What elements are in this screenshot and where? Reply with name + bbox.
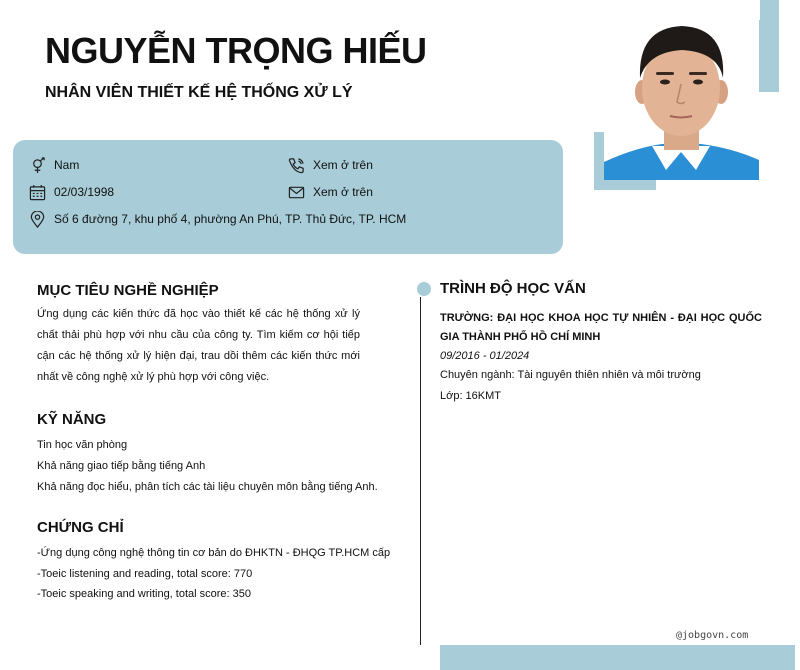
profile-photo [604,20,759,180]
job-title: NHÂN VIÊN THIẾT KẾ HỆ THỐNG XỬ LÝ [45,84,353,101]
certificate-item: -Toeic listening and reading, total score: 770 [37,568,253,580]
certificate-item: -Toeic speaking and writing, total score: 350 [37,588,252,600]
skill-item: Tin học văn phòng [37,439,128,451]
info-gender [28,156,79,174]
info-address [28,210,406,228]
address-value: Số 6 đường 7, khu phố 4, phường An Phú, TP. Thủ Đức, TP. HCM [54,212,407,226]
certificates-heading: CHỨNG CHỈ [37,519,124,536]
education-major: Chuyên ngành: Tài nguyên thiên nhiên và môi trường [440,369,701,381]
education-class: Lớp: 16KMT [440,390,502,402]
info-phone [287,156,373,174]
mail-icon [287,183,305,201]
timeline-dot [417,282,431,296]
skills-heading: KỸ NĂNG [37,411,107,428]
gender-icon [28,156,46,174]
info-email [287,183,373,201]
education-school: TRƯỜNG: ĐẠI HỌC KHOA HỌC TỰ NHIÊN - ĐẠI HỌC QUỐC GIA THÀNH PHỐ HỒ CHÍ MINH [440,312,762,343]
portrait-illustration [604,20,759,180]
objective-heading: MỤC TIÊU NGHỀ NGHIỆP [37,282,219,299]
photo-frame-cutout [682,0,760,20]
footer-accent-bar [440,645,795,670]
education-heading: TRÌNH ĐỘ HỌC VẤN [440,280,586,297]
location-icon [28,210,46,228]
phone-icon [287,156,305,174]
watermark: @jobgovn.com [676,630,749,641]
info-birthdate [28,183,114,201]
timeline-line [420,297,421,645]
gender-value: Nam [54,158,80,172]
education-dates: 09/2016 - 01/2024 [440,350,530,362]
candidate-name: NGUYỄN TRỌNG HIẾU [45,30,427,71]
skill-item: Khả năng đọc hiểu, phân tích các tài liệu chuyên môn bằng tiếng Anh. [37,481,378,493]
certificate-item: -Ứng dụng công nghệ thông tin cơ bản do ĐHKTN - ĐHQG TP.HCM cấp [37,547,391,559]
email-value: Xem ở trên [313,185,373,199]
objective-text: Ứng dụng các kiến thức đã học vào thiết kế các hệ thống xử lý chất thải phù hợp với nhu cầu của công ty. Tìm kiếm cơ hội tiếp cận các hệ thống xử lý hiện đại, trau dồi thêm các kiến thức mới nhất về công nghệ xử lý phù hợp với công việc. [37,308,360,383]
phone-value: Xem ở trên [313,158,373,172]
skill-item: Khả năng giao tiếp bằng tiếng Anh [37,460,206,472]
birthdate-value: 02/03/1998 [54,185,115,199]
calendar-icon [28,183,46,201]
